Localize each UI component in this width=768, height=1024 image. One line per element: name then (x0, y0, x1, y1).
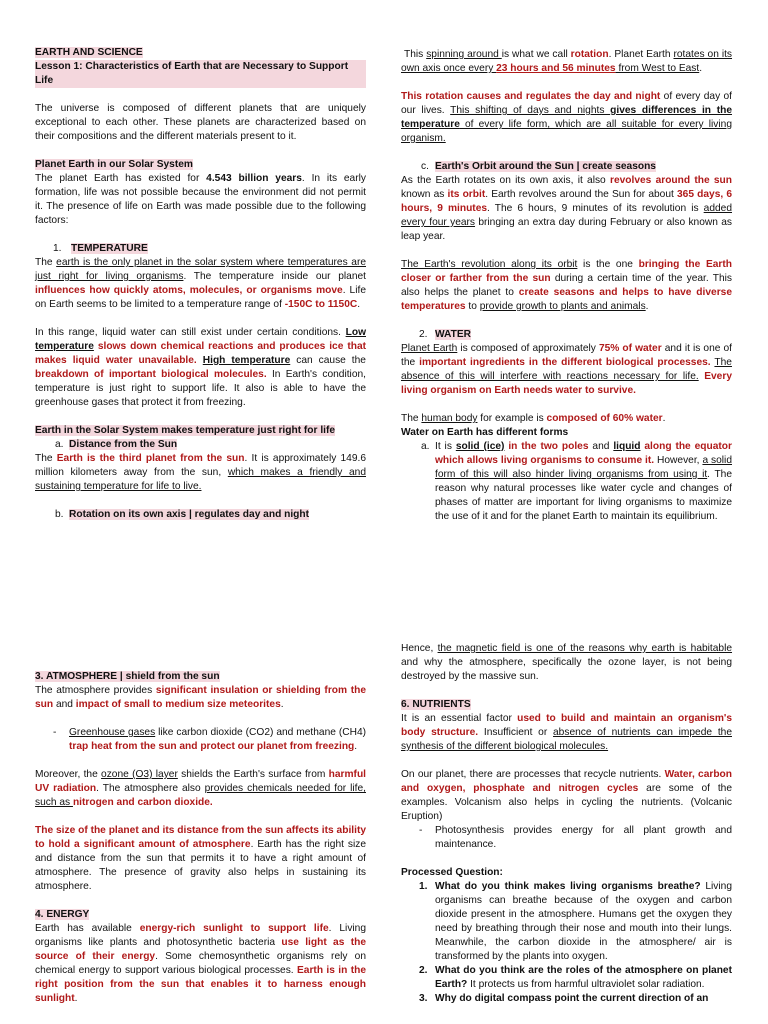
rotation-paragraph-1: This spinning around is what we call rotation. Planet Earth rotates on its own axis once every 23 hours and 56 minutes from West to East. (401, 49, 733, 74)
energy-heading: 4. ENERGY (35, 909, 90, 920)
distance-heading: a. Distance from the Sun (55, 439, 178, 450)
water-paragraph-2: The human body for example is composed of 60% water. (401, 413, 666, 424)
energy-paragraph: Earth has available energy-rich sunlight to support life. Living organisms like plants and photosynthetic bacteria use light as the source of their energy. Some chemosynthetic organisms rely on chemical energy to support various biological processes. Earth is in the right position from the sun that enables it to harness enough sunlight. (35, 923, 367, 1004)
solar-system-paragraph: The planet Earth has existed for 4.543 billion years. In its early formation, life was not possible because the environment did not permit it. The presence of life on Earth was made possible due to the following factors: (35, 173, 366, 226)
processed-question-heading: Processed Question: (401, 867, 503, 878)
question-number: 2. (419, 965, 428, 976)
temperature-paragraph-2: In this range, liquid water can still exist under certain conditions. Low temperature slows down chemical reactions and produces ice that makes liquid water unavailable. High temperature can cause the breakdown of important biological molecules. In Earth's condition, temperature is just right to support life. It also is able to have the greenhouse gases that protect it from freezing. (35, 327, 366, 408)
lesson-title: Lesson 1: Characteristics of Earth that are Necessary to Support Life (35, 60, 366, 88)
water-paragraph-1: Planet Earth is composed of approximately 75% of water and it is one of the important ingredients in the different biological processes. The absence of this will interfere with reactions necessary for life. Every living organism on Earth needs water to survive. (401, 343, 732, 396)
atmosphere-size-paragraph: The size of the planet and its distance from the sun affects its ability to hold a significant amount of atmosphere. Earth has the right size and distance from the sun that permits it to have a right amount of atmosphere. The presence of gravity also helps in sustaining its atmosphere. (35, 825, 366, 892)
question-text: Why do digital compass point the current direction of an (435, 993, 709, 1004)
orbit-heading: c. Earth's Orbit around the Sun | create seasons (421, 161, 656, 172)
rotation-paragraph-2: This rotation causes and regulates the day and night of every day of our lives. This shifting of days and nights gives differences in the temperature of every life form, which are all suitable for every living organism. (401, 91, 732, 144)
question-number: 3. (419, 993, 428, 1004)
processed-question-item (401, 964, 732, 992)
orbit-paragraph-1: As the Earth rotates on its own axis, it also revolves around the sun known as its orbit. Earth revolves around the Sun for about 365 days, 6 hours, 9 minutes. The 6 hours, 9 minutes of its revolution is added every four years bringing an extra day during February or also known as leap year. (401, 175, 733, 242)
right-column-top (401, 48, 732, 524)
processed-question-list (401, 880, 732, 1006)
photosynthesis-bullet: - Photosynthesis provides energy for all plant growth and maintenance. (419, 825, 732, 850)
ozone-paragraph: Moreover, the ozone (O3) layer shields the Earth's surface from harmful UV radiation. The atmosphere also provides chemicals needed for life, such as nitrogen and carbon dioxide. (35, 769, 366, 808)
temperature-paragraph-1: The earth is the only planet in the solar system where temperatures are just right for living organisms. The temperature inside our planet influences how quickly atoms, molecules, or organisms move. Life on Earth seems to be limited to a temperature range of -150C to 1150C. (35, 257, 366, 310)
processed-question-item (401, 880, 732, 964)
temperature-heading: 1. TEMPERATURE (53, 243, 148, 254)
water-forms-heading: Water on Earth has different forms (401, 427, 569, 438)
nutrients-paragraph-1: It is an essential factor used to build and maintain an organism's body structure. Insufficient or absence of nutrients can impede the synthesis of the different biological molecules. (401, 713, 732, 752)
intro-paragraph: The universe is composed of different planets that are uniquely exceptional to each other. These planets are characterized based on their compositions and the different materials present to it. (35, 103, 366, 142)
left-column-top (35, 46, 366, 522)
question-text: What do you think makes living organisms breathe? (435, 881, 701, 892)
magnetic-paragraph: Hence, the magnetic field is one of the reasons why earth is habitable and why the atmosphere, specifically the ozone layer, is not being destroyed by the massive sun. (401, 643, 733, 682)
atmosphere-heading: 3. ATMOSPHERE | shield from the sun (35, 671, 220, 682)
rotation-heading: b. Rotation on its own axis | regulates day and night (55, 509, 310, 520)
solar-system-heading: Planet Earth in our Solar System (35, 159, 193, 170)
document-title: EARTH AND SCIENCE (35, 47, 143, 58)
question-number: 1. (419, 881, 428, 892)
water-heading: 2. WATER (419, 329, 472, 340)
distance-paragraph: The Earth is the third planet from the sun. It is approximately 149.6 million kilometers away from the sun, which makes a friendly and sustaining temperature for life to live. (35, 453, 367, 492)
nutrients-paragraph-2: On our planet, there are processes that recycle nutrients. Water, carbon and oxygen, phosphate and nitrogen cycles are some of the examples. Volcanism also helps in cycling the nutrients. (Volcanic Eruption) (401, 769, 733, 822)
right-column-bottom (401, 642, 732, 1006)
orbit-paragraph-2: The Earth's revolution along its orbit is the one bringing the Earth closer or farther from the sun during a certain time of the year. This also helps the planet to create seasons and helps to have diverse temperatures to provide growth to plants and animals. (401, 259, 732, 312)
processed-question-item (401, 992, 732, 1006)
nutrients-heading: 6. NUTRIENTS (401, 699, 471, 710)
water-forms-item-a: a. It is solid (ice) in the two poles and liquid along the equator which allows living organisms to consume it. However, a solid form of this will also hinder living organisms from using it. The reason why natural processes like water cycle and changes of phases of matter are important for living organisms to maximize the use of it and for the planet Earth to maintain its equilibrium. (421, 441, 732, 522)
atmosphere-paragraph-1: The atmosphere provides significant insulation or shielding from the sun and impact of small to medium size meteorites. (35, 685, 366, 710)
left-column-bottom (35, 670, 366, 1006)
greenhouse-bullet: - Greenhouse gases like carbon dioxide (CO2) and methane (CH4) trap heat from the sun and protect our planet from freezing. (53, 727, 367, 752)
solar-just-right-heading: Earth in the Solar System makes temperature just right for life (35, 425, 336, 436)
answer-text: It protects us from harmful ultraviolet solar radiation. (467, 979, 705, 990)
question-text: What do you think are the roles of the atmosphere on planet Earth? (435, 965, 732, 990)
answer-text: Living organisms can breathe because of the oxygen and carbon dioxide present in the atmosphere. Humans get the oxygen they need by breathing through their nose and mouth into their lungs. Meanwhile, the carbon dioxide in the atmosphere/ air is transformed by the plants into oxygen. (435, 881, 732, 962)
